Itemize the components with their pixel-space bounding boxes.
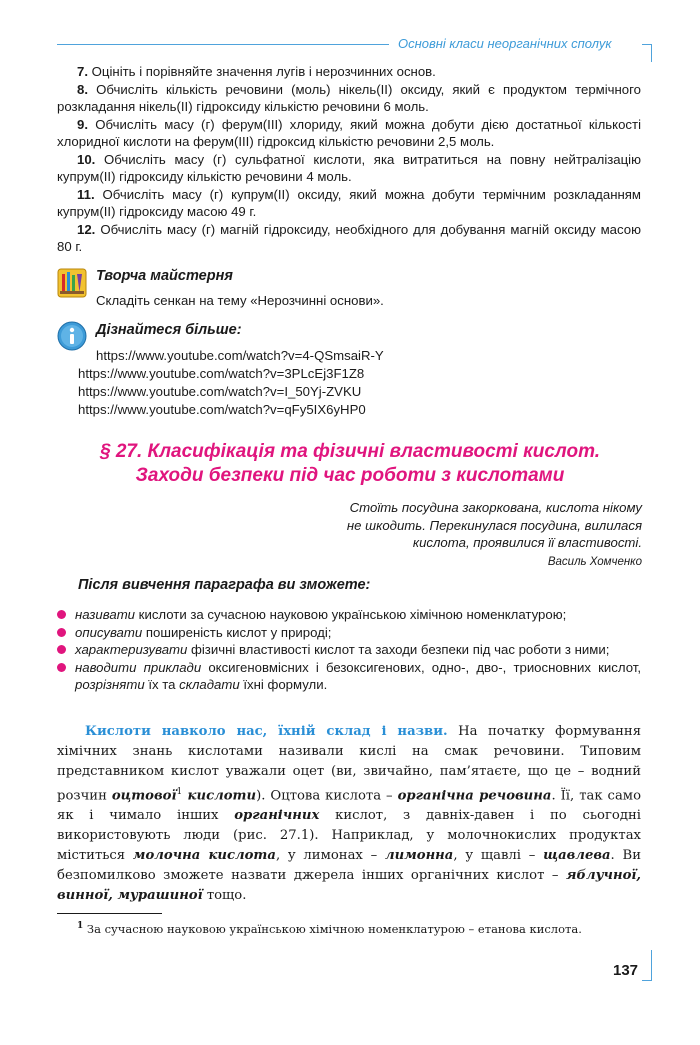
link[interactable]: https://www.youtube.com/watch?v=4-QSmsaiR-Y (96, 348, 384, 363)
exercise-item: 9. Обчисліть масу (г) ферум(ІІІ) хлориду, який можна добути дією достатньої кількості хлоридної кислоти на ферум(ІІІ) гідроксид кількістю речовини 2,5 моль. (57, 116, 641, 149)
learn-more-title: Дізнайтеся більше: (96, 322, 242, 338)
bullet-icon (57, 645, 66, 654)
link[interactable]: https://www.youtube.com/watch?v=I_50Yj-ZVKU (78, 384, 362, 399)
epigraph: Стоїть посудина закоркована, кислота нікому не шкодить. Перекинулася посудина, вилилася кислота, проявилися її властивості. Василь Хомченко (282, 499, 642, 571)
list-item: називати кислоти за сучасною науковою українською хімічною номенклатурою; (55, 606, 641, 624)
header-corner-tick (642, 44, 652, 45)
header-rule (57, 44, 389, 45)
workshop-text: Складіть сенкан на тему «Нерозчинні основи». (96, 293, 384, 308)
header-corner (651, 44, 652, 62)
section-title: § 27. Класифікація та фізичні властивості кислот. Заходи безпеки під час роботи з кислотами (99, 441, 600, 486)
workshop-icon (57, 268, 87, 298)
exercise-item: 10. Обчисліть масу (г) сульфатної кислоти, яка витратиться на повну нейтралізацію купрум(ІІ) гідроксиду кількістю речовини 4 моль. (57, 151, 641, 184)
list-item: характеризувати фізичні властивості кислот та заходи безпеки під час роботи з ними; (55, 641, 641, 659)
info-icon (57, 321, 87, 351)
epigraph-author: Василь Хомченко (547, 555, 642, 568)
bullet-icon (57, 663, 66, 672)
bullet-icon (57, 610, 66, 619)
body-paragraph: Кислоти навколо нас, їхній склад і назви. На початку формування хімічних знань кислотами називали кислі на смак речовини. Типовим представником кислот уважали оцет (ви, звичайно, пам’ятаєте, що це – водний розчин оцтової$^1$ кислоти). Оцтова кислота – органічна речовина. Її, так само як і чимало інших органічних кислот, з давніх-давен і по сьогодні використовують люди (рис. 27.1). Наприклад, у молочнокислих продуктах міститься молочна кислота, у лимонах – лимонна, у щавлі – щавлева. Ви безпомилково зможете назвати джерела інших органічних кислот – яблучної, винної, мурашиної тощо. (57, 724, 642, 904)
link[interactable]: https://www.youtube.com/watch?v=qFy5IX6yHP0 (78, 402, 366, 417)
exercise-list (57, 63, 641, 256)
footnote: $^1$ За сучасною науковою українською хімічною номенклатурою – етанова кислота. (77, 921, 582, 936)
goals-list (55, 606, 641, 694)
running-title: Основні класи неорганічних сполук (398, 36, 612, 51)
link[interactable]: https://www.youtube.com/watch?v=3PLcEj3F1Z8 (78, 366, 365, 381)
footnote-rule (57, 913, 162, 914)
workshop-title: Творча майстерня (96, 268, 233, 284)
exercise-item: 8. Обчисліть кількість речовини (моль) нікель(ІІ) оксиду, який є продуктом термічного розкладання нікель(ІІ) гідроксиду кількістю речовини 6 моль. (57, 81, 641, 114)
list-item: описувати поширеність кислот у природі; (55, 624, 641, 642)
exercise-item: 7. Оцініть і порівняйте значення лугів і нерозчинних основ. (77, 64, 436, 79)
exercise-item: 11. Обчисліть масу (г) купрум(ІІ) оксиду, який можна добути термічним розкладанням купрум(ІІ) гідроксиду масою 49 г. (57, 186, 641, 219)
page-number: 137 (613, 962, 639, 979)
goals-title: Після вивчення параграфа ви зможете: (78, 577, 371, 593)
exercise-item: 12. Обчисліть масу (г) магній гідроксиду, необхідного для добування магній оксиду масою 80 г. (57, 221, 641, 254)
footer-corner (651, 950, 652, 980)
list-item: наводити приклади оксигеновмісних і безоксигенових, одно-, дво-, триосновних кислот, розрізняти їх та складати їхні формули. (55, 659, 641, 694)
bullet-icon (57, 628, 66, 637)
footer-corner-tick (642, 980, 652, 981)
